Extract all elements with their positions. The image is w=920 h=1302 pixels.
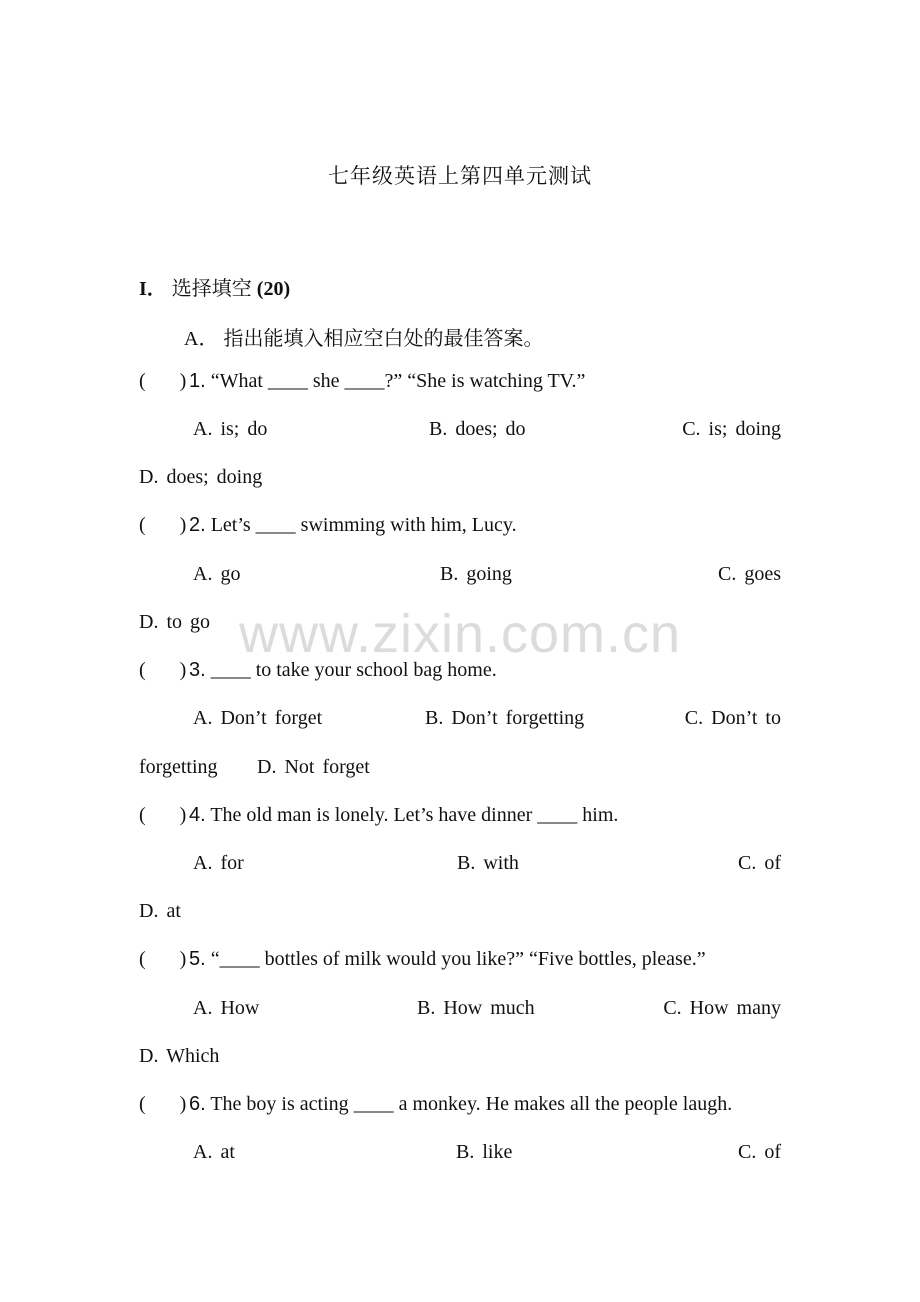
question-text: Let’s ____ swimming with him, Lucy. bbox=[205, 514, 517, 536]
option-c: C. of bbox=[738, 1141, 781, 1163]
option-a: A. for bbox=[193, 852, 244, 874]
option-a: A. is; do bbox=[193, 418, 268, 440]
option-d: D. Not forget bbox=[257, 756, 370, 778]
option-b: B. like bbox=[456, 1141, 513, 1163]
answer-blank[interactable]: ( ) bbox=[139, 948, 187, 970]
answer-blank[interactable]: ( ) bbox=[139, 370, 187, 392]
option-b: B. How much bbox=[417, 997, 535, 1019]
page-title: 七年级英语上第四单元测试 bbox=[328, 164, 592, 188]
section-score: (20) bbox=[256, 278, 291, 300]
answer-blank[interactable]: ( ) bbox=[139, 804, 187, 826]
question-6 bbox=[139, 1093, 732, 1116]
question-text: “What ____ she ____?” “She is watching TV.” bbox=[205, 370, 586, 392]
question-number: 2. bbox=[189, 514, 206, 536]
option-a: A. Don’t forget bbox=[193, 707, 323, 729]
option-c: C. is; doing bbox=[682, 418, 781, 440]
option-d: D. to go bbox=[139, 611, 210, 633]
instruction bbox=[184, 322, 543, 351]
option-b: B. going bbox=[440, 563, 512, 585]
question-4 bbox=[139, 804, 618, 827]
question-number: 1. bbox=[189, 370, 206, 392]
question-number: 3. bbox=[189, 659, 206, 681]
question-text: The old man is lonely. Let’s have dinner ____ him. bbox=[205, 804, 619, 826]
option-b: B. with bbox=[457, 852, 519, 874]
option-a: A. at bbox=[193, 1141, 235, 1163]
option-c-continued: forgetting bbox=[139, 756, 218, 778]
answer-blank[interactable]: ( ) bbox=[139, 659, 187, 681]
option-d: D. Which bbox=[139, 1045, 220, 1067]
option-d: D. does; doing bbox=[139, 466, 263, 488]
option-c: C. How many bbox=[663, 997, 781, 1019]
question-text: The boy is acting ____ a monkey. He makes all the people laugh. bbox=[205, 1093, 733, 1115]
question-number: 6. bbox=[189, 1093, 206, 1115]
option-d: D. at bbox=[139, 900, 181, 922]
question-text: ____ to take your school bag home. bbox=[205, 659, 497, 681]
question-number: 5. bbox=[189, 948, 206, 970]
answer-blank[interactable]: ( ) bbox=[139, 514, 187, 536]
question-1 bbox=[139, 370, 585, 393]
option-a: A. go bbox=[193, 563, 241, 585]
option-c: C. Don’t to bbox=[684, 707, 781, 729]
question-5 bbox=[139, 948, 706, 971]
section-number: I． bbox=[139, 278, 167, 300]
section-name: 选择填空 bbox=[171, 276, 252, 300]
watermark: www.zixin.com.cn bbox=[238, 604, 682, 664]
question-2 bbox=[139, 514, 517, 537]
question-text: “____ bottles of milk would you like?” “Five bottles, please.” bbox=[205, 948, 706, 970]
option-b: B. does; do bbox=[429, 418, 526, 440]
option-c: C. goes bbox=[718, 563, 781, 585]
question-number: 4. bbox=[189, 804, 206, 826]
instruction-text: 指出能填入相应空白处的最佳答案。 bbox=[223, 326, 544, 350]
question-3 bbox=[139, 659, 497, 682]
option-b: B. Don’t forgetting bbox=[425, 707, 585, 729]
answer-blank[interactable]: ( ) bbox=[139, 1093, 187, 1115]
option-c: C. of bbox=[738, 852, 781, 874]
section-heading bbox=[139, 272, 290, 301]
option-a: A. How bbox=[193, 997, 260, 1019]
instruction-letter: A． bbox=[184, 328, 219, 350]
